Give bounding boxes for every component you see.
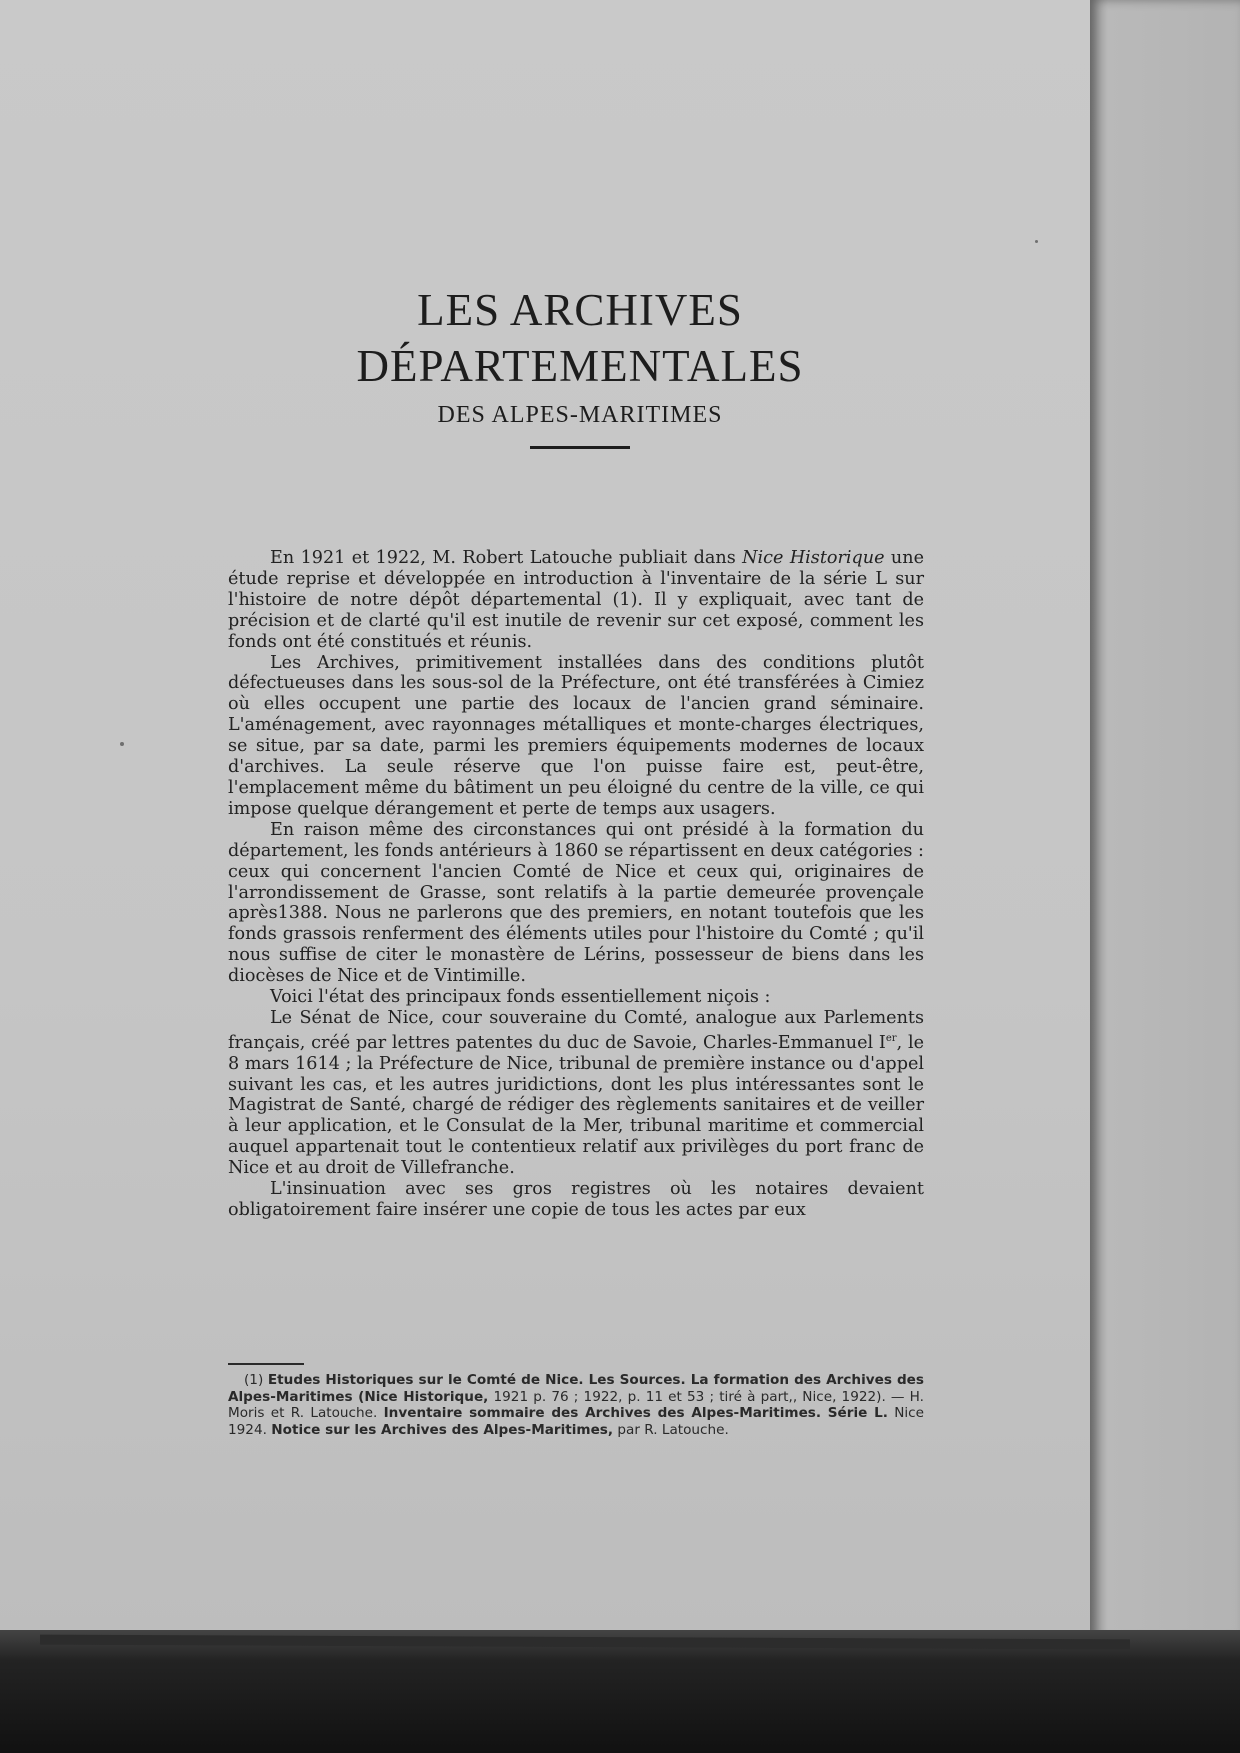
subtitle: DES ALPES-MARITIMES: [437, 402, 723, 428]
paragraph-1-text-a: En 1921 et 1922, M. Robert Latouche publiait dans: [270, 548, 743, 568]
paragraph-5-text-b: , le 8 mars 1614 ; la Préfecture de Nice, tribunal de première instance ou d'appel suivant les cas, et les autres juridictions, dont les plus intéressantes sont le Magistrat de Santé, chargé de rédiger des règlements sanitaires et de veiller à leur application, et le Consulat de la Mer, tribunal maritime et commercial auquel appartenait tout le contentieux relatif aux privilèges du port franc de Nice et au droit de Villefranche.: [228, 1032, 924, 1179]
footnote-rule: [228, 1363, 304, 1365]
footnote-bold-3: Notice sur les Archives des Alpes-Maritimes,: [271, 1421, 614, 1438]
title-rule: [530, 446, 630, 449]
footnote-number: (1): [244, 1372, 264, 1388]
title-line-2: DÉPARTEMENTALES: [356, 341, 804, 391]
paragraph-5-text-a: Le Sénat de Nice, cour souveraine du Comté, analogue aux Parlements français, créé par lettres patentes du duc de Savoie, Charles-Emmanuel I: [228, 1007, 924, 1053]
paragraph-1-text-b: une étude reprise et développée en introduction à l'inventaire de la série L sur l'histoire de notre dépôt départemental (1). Il y expliquait, avec tant de précision et de clarté qu'il est inutile de revenir sur cet exposé, comment les fonds ont été constitués et réunis.: [228, 548, 925, 652]
footnote-text-3: par R. Latouche.: [613, 1421, 729, 1438]
body-text: [228, 548, 924, 1221]
paragraph-5-superscript: er: [885, 1032, 897, 1044]
paragraph-1-italic: Nice Historique: [742, 548, 885, 568]
paragraph-1: [228, 548, 924, 653]
paragraph-3: En raison même des circonstances qui ont présidé à la formation du département, les fonds antérieurs à 1860 se répartissent en deux catégories : ceux qui concernent l'ancien Comté de Nice et ceux qui, originaires de l'arrondissement de Grasse, sont relatifs à la partie demeurée provençale après1388. Nous ne parlerons que des premiers, en notant toutefois que les fonds grassois renferment des éléments utiles pour l'histoire du Comté ; qu'il nous suffise de citer le monastère de Lérins, possesseur de biens dans les diocèses de Nice et de Vintimille.: [228, 819, 924, 987]
paragraph-6: L'insinuation avec ses gros registres où les notaires devaient obligatoirement faire insérer une copie de tous les actes par eux: [228, 1179, 924, 1220]
ink-speck: [120, 742, 124, 746]
paragraph-5: [228, 1008, 924, 1179]
footnote-bold-2: Inventaire sommaire des Archives des Alpes-Maritimes. Série L.: [383, 1405, 888, 1421]
title-line-1: LES ARCHIVES: [417, 285, 743, 335]
footnote-bold-1: Etudes Historiques sur le Comté de Nice. Les Sources. La formation des Archives des Alpes-Maritimes (Nice Historique,: [228, 1372, 924, 1405]
footnote: [228, 1372, 924, 1438]
adjacent-page-edge: [1090, 0, 1240, 1640]
footnote-text-2: Nice 1924.: [228, 1405, 924, 1438]
title-block: [230, 282, 930, 449]
ink-speck: [1035, 240, 1038, 243]
footnote-text-1: 1921 p. 76 ; 1922, p. 11 et 53 ; tiré à part,, Nice, 1922). — H. Moris et R. Latouche.: [228, 1388, 924, 1421]
paragraph-4: Voici l'état des principaux fonds essentiellement niçois :: [270, 987, 771, 1008]
paragraph-2: Les Archives, primitivement installées dans des conditions plutôt défectueuses dans les sous-sol de la Préfecture, ont été transférées à Cimiez où elles occupent une partie des locaux de l'ancien grand séminaire. L'aménagement, avec rayonnages métalliques et monte-charges électriques, se situe, par sa date, parmi les premiers équipements modernes de locaux d'archives. La seule réserve que l'on puisse faire est, peut-être, l'emplacement même du bâtiment un peu éloigné du centre de la ville, ce qui impose quelque dérangement et perte de temps aux usagers.: [228, 652, 924, 819]
